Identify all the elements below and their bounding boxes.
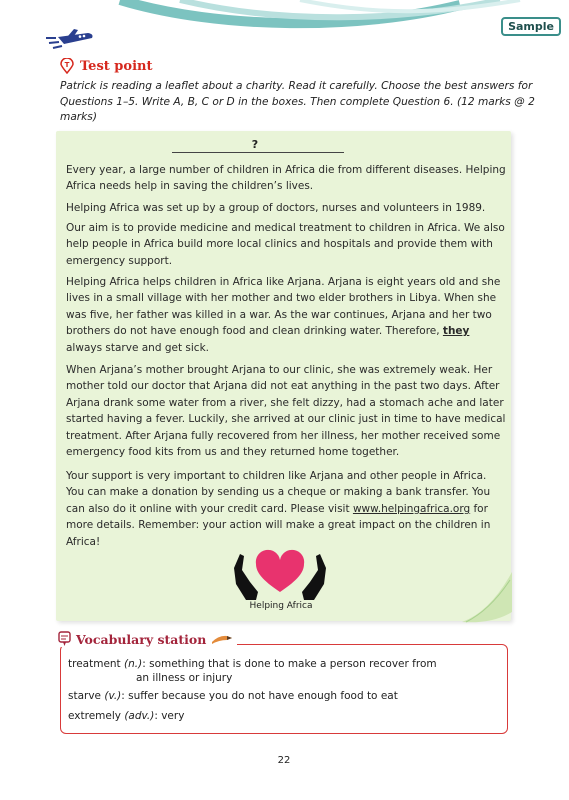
- page-curl-decoration: [452, 572, 514, 624]
- vocabulary-heading: [58, 631, 237, 647]
- vocab-definition: : suffer because you do not have enough food to eat: [121, 690, 398, 702]
- vocab-part-of-speech: (adv.): [124, 710, 155, 722]
- vocab-definition: : something that is done to make a person recover from: [142, 658, 437, 670]
- title-answer-line: [172, 152, 344, 153]
- vocab-definition: : very: [154, 710, 185, 722]
- vocab-word: extremely: [68, 710, 121, 722]
- vocabulary-pin-icon: [58, 631, 71, 647]
- location-pin-icon: [60, 58, 74, 74]
- airplane-icon: [44, 28, 96, 50]
- paragraph-6-text-end: for more details. Remember: your action will make a great impact on the children in Africa!: [66, 502, 491, 548]
- page-number: 22: [277, 755, 291, 766]
- helping-africa-logo-icon: [232, 548, 328, 602]
- vocab-entry-extremely: [68, 709, 184, 723]
- website-link[interactable]: www.helpingafrica.org: [352, 502, 471, 515]
- vocab-word: treatment: [68, 658, 121, 670]
- svg-text:T: T: [64, 60, 70, 69]
- instructions-text: Patrick is reading a leaflet about a charity. Read it carefully. Choose the best answers for Questions 1–5. Write A, B, C or D in the boxes. Then complete Question 6. (12 marks @ 2 marks): [60, 80, 535, 123]
- vocab-entry-starve: [68, 689, 398, 703]
- paragraph-4-text: Helping Africa helps children in Africa like Arjana. Arjana is eight years old and she lives in a small village with her mother and two elder brothers in Libya. When she was five, her father was killed in a war. As the war continues, Arjana and her two brothers do not have enough food and clean drinking water. Therefore,: [66, 276, 501, 338]
- test-point-title: Test point: [80, 58, 153, 74]
- leaflet-paragraph-1: Every year, a large number of children in Africa die from different diseases. Helping Africa needs help in saving the children’s lives.: [66, 164, 506, 193]
- paragraph-4-text-end: always starve and get sick.: [66, 341, 209, 354]
- sample-badge: Sample: [501, 17, 561, 36]
- leaflet-paragraph-4: [66, 274, 506, 356]
- vocab-part-of-speech: (n.): [124, 658, 143, 670]
- leaflet-paragraph-5: When Arjana’s mother brought Arjana to our clinic, she was extremely weak. Her mother told our doctor that Arjana did not eat anything in the past two days. After Arjana drank some water from a river, she felt dizzy, had a stomach ache and later started having a fever. Luckily, she arrived at our clinic just in time to have medical treatment. After Arjana fully recovered from her illness, her mother received some emergency food kits from us and they returned home together.: [66, 364, 506, 459]
- leaflet-paragraph-3: Our aim is to provide medicine and medical treatment to children in Africa. We also help people in Africa build more local clinics and hospitals and provide them with emergency support.: [66, 222, 505, 267]
- leaflet-paragraph-6: [66, 468, 506, 550]
- leaflet-paragraph-2: Helping Africa was set up by a group of doctors, nurses and volunteers in 1989.: [66, 202, 486, 214]
- pencil-icon: [211, 633, 233, 645]
- vocab-word: starve: [68, 690, 102, 702]
- test-point-heading: [60, 58, 152, 74]
- underlined-word-they: they: [442, 325, 470, 338]
- vocab-part-of-speech: (v.): [104, 690, 122, 702]
- vocab-entry-treatment: [68, 657, 437, 671]
- vocab-entry-treatment-continued: an illness or injury: [136, 672, 233, 684]
- vocabulary-title: Vocabulary station: [76, 631, 207, 647]
- paragraph-6-text: Your support is very important to children like Arjana and other people in Africa. You can make a donation by sending us a cheque or making a bank transfer. You can also do it online with your credit card. Please visit: [66, 470, 491, 515]
- leaflet-title: ?: [251, 138, 259, 151]
- logo-caption: Helping Africa: [249, 601, 313, 611]
